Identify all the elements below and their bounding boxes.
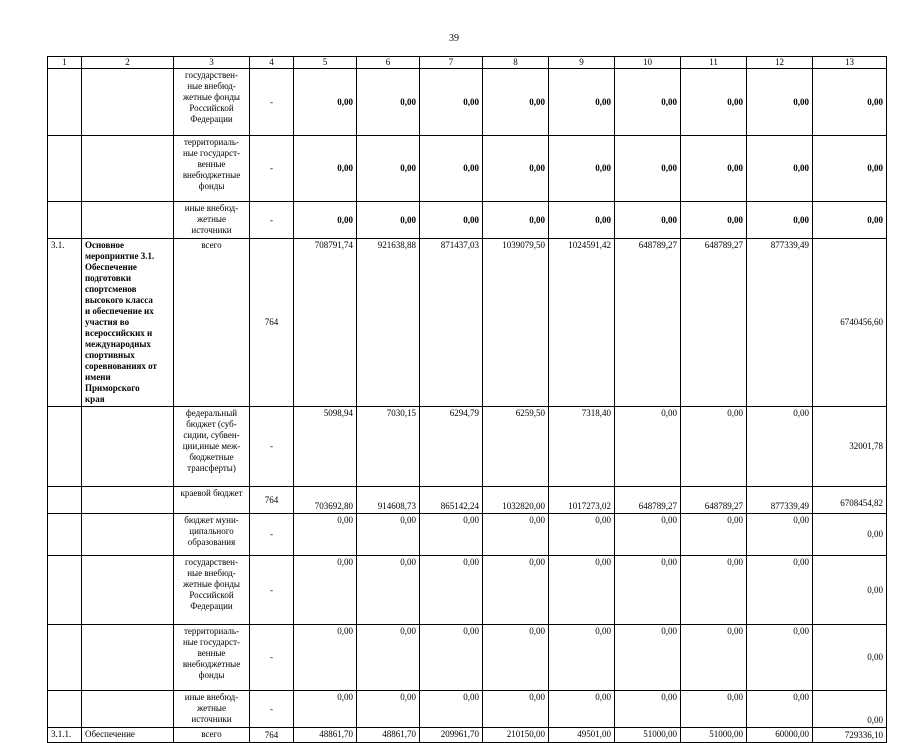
table-row — [48, 239, 887, 407]
year-value: 0,00 — [747, 202, 813, 239]
code-cell: - — [250, 556, 294, 625]
year-value: 0,00 — [681, 625, 747, 691]
year-value: 0,00 — [615, 202, 681, 239]
table-row — [48, 514, 887, 556]
year-value: 6259,50 — [483, 407, 549, 487]
year-value: 0,00 — [483, 691, 549, 728]
year-value: 1024591,42 — [549, 239, 615, 407]
table-row — [48, 69, 887, 136]
year-value: 0,00 — [294, 691, 357, 728]
year-value: 0,00 — [483, 69, 549, 136]
total-value: 0,00 — [813, 514, 887, 556]
funding-source: территориаль- ные государст- венные внебюджетные фонды — [174, 136, 250, 202]
year-value: 48861,70 — [357, 728, 420, 743]
funding-source: всего — [174, 239, 250, 407]
year-value: 648789,27 — [681, 239, 747, 407]
year-value: 0,00 — [549, 202, 615, 239]
year-value: 865142,24 — [420, 487, 483, 514]
code-cell: 764 — [250, 239, 294, 407]
row-number — [48, 202, 82, 239]
year-value: 0,00 — [357, 556, 420, 625]
code-cell: - — [250, 625, 294, 691]
row-number — [48, 556, 82, 625]
year-value: 871437,03 — [420, 239, 483, 407]
year-value: 0,00 — [615, 625, 681, 691]
year-value: 0,00 — [420, 691, 483, 728]
year-value: 0,00 — [294, 69, 357, 136]
year-value: 0,00 — [357, 136, 420, 202]
year-value: 0,00 — [615, 407, 681, 487]
year-value: 0,00 — [294, 514, 357, 556]
year-value: 0,00 — [549, 514, 615, 556]
year-value: 708791,74 — [294, 239, 357, 407]
funding-source: территориаль- ные государст- венные внебюджетные фонды — [174, 625, 250, 691]
row-number — [48, 625, 82, 691]
measure-name — [82, 625, 174, 691]
year-value: 6294,79 — [420, 407, 483, 487]
funding-source: федеральный бюджет (суб- сидии, субвен- ции,иные меж- бюджетные трансферты) — [174, 407, 250, 487]
year-value: 60000,00 — [747, 728, 813, 743]
year-value: 51000,00 — [615, 728, 681, 743]
year-value: 0,00 — [357, 514, 420, 556]
page-number: 39 — [449, 33, 459, 44]
measure-name — [82, 202, 174, 239]
year-value: 0,00 — [615, 514, 681, 556]
row-number — [48, 136, 82, 202]
year-value: 0,00 — [747, 556, 813, 625]
measure-name — [82, 556, 174, 625]
row-number — [48, 407, 82, 487]
year-value: 0,00 — [357, 202, 420, 239]
year-value: 0,00 — [747, 407, 813, 487]
year-value: 0,00 — [615, 136, 681, 202]
year-value: 0,00 — [420, 202, 483, 239]
table-row — [48, 625, 887, 691]
year-value: 0,00 — [615, 691, 681, 728]
year-value: 0,00 — [681, 514, 747, 556]
total-value: 0,00 — [813, 69, 887, 136]
code-cell: - — [250, 136, 294, 202]
year-value: 0,00 — [747, 691, 813, 728]
measure-name: Основное мероприятие 3.1. Обеспечение подготовки спортсменов высокого класса и обеспечение их участия во всероссийских и международных спортивных соревнованиях от имени Приморского края — [82, 239, 174, 407]
year-value: 0,00 — [420, 69, 483, 136]
total-value: 0,00 — [813, 625, 887, 691]
year-value: 0,00 — [549, 556, 615, 625]
column-header: 2 — [82, 57, 174, 69]
funding-source: иные внебюд- жетные источники — [174, 202, 250, 239]
year-value: 0,00 — [357, 69, 420, 136]
funding-source: всего — [174, 728, 250, 743]
measure-name — [82, 691, 174, 728]
total-value: 32001,78 — [813, 407, 887, 487]
year-value: 0,00 — [681, 202, 747, 239]
column-header: 1 — [48, 57, 82, 69]
year-value: 0,00 — [747, 625, 813, 691]
year-value: 0,00 — [747, 136, 813, 202]
year-value: 0,00 — [549, 691, 615, 728]
code-cell: - — [250, 69, 294, 136]
year-value: 0,00 — [294, 556, 357, 625]
table-row — [48, 691, 887, 728]
column-header: 10 — [615, 57, 681, 69]
year-value: 914608,73 — [357, 487, 420, 514]
row-number — [48, 514, 82, 556]
column-header: 9 — [549, 57, 615, 69]
year-value: 0,00 — [483, 514, 549, 556]
year-value: 1032820,00 — [483, 487, 549, 514]
year-value: 0,00 — [681, 691, 747, 728]
funding-source: государствен- ные внебюд- жетные фонды Российской Федерации — [174, 556, 250, 625]
total-value: 0,00 — [813, 202, 887, 239]
column-header: 11 — [681, 57, 747, 69]
year-value: 0,00 — [615, 556, 681, 625]
year-value: 7030,15 — [357, 407, 420, 487]
year-value: 0,00 — [420, 136, 483, 202]
year-value: 0,00 — [681, 556, 747, 625]
code-cell: 764 — [250, 487, 294, 514]
year-value: 0,00 — [747, 514, 813, 556]
column-header: 3 — [174, 57, 250, 69]
year-value: 921638,88 — [357, 239, 420, 407]
year-value: 209961,70 — [420, 728, 483, 743]
year-value: 0,00 — [483, 556, 549, 625]
row-number: 3.1. — [48, 239, 82, 407]
column-header: 13 — [813, 57, 887, 69]
code-cell: - — [250, 202, 294, 239]
year-value: 648789,27 — [615, 239, 681, 407]
year-value: 0,00 — [615, 69, 681, 136]
total-value: 0,00 — [813, 136, 887, 202]
year-value: 5098,94 — [294, 407, 357, 487]
funding-source: государствен- ные внебюд- жетные фонды Российской Федерации — [174, 69, 250, 136]
total-value: 0,00 — [813, 556, 887, 625]
measure-name: Обеспечение — [82, 728, 174, 743]
year-value: 0,00 — [549, 625, 615, 691]
measure-name — [82, 69, 174, 136]
measure-name — [82, 407, 174, 487]
code-cell: - — [250, 691, 294, 728]
year-value: 0,00 — [294, 202, 357, 239]
total-value: 0,00 — [813, 691, 887, 728]
year-value: 1017273,02 — [549, 487, 615, 514]
row-number — [48, 487, 82, 514]
measure-name — [82, 136, 174, 202]
year-value: 0,00 — [294, 625, 357, 691]
table-row — [48, 407, 887, 487]
year-value: 0,00 — [549, 69, 615, 136]
code-cell: - — [250, 514, 294, 556]
row-number — [48, 69, 82, 136]
total-value: 6740456,60 — [813, 239, 887, 407]
measure-name — [82, 487, 174, 514]
table-row — [48, 556, 887, 625]
year-value: 648789,27 — [681, 487, 747, 514]
year-value: 877339,49 — [747, 239, 813, 407]
table-row — [48, 728, 887, 743]
year-value: 7318,40 — [549, 407, 615, 487]
code-cell: - — [250, 407, 294, 487]
year-value: 0,00 — [357, 691, 420, 728]
measure-name — [82, 514, 174, 556]
column-header: 5 — [294, 57, 357, 69]
column-number-row — [48, 57, 887, 69]
funding-source: бюджет муни- ципального образования — [174, 514, 250, 556]
row-number: 3.1.1. — [48, 728, 82, 743]
year-value: 703692,80 — [294, 487, 357, 514]
year-value: 49501,00 — [549, 728, 615, 743]
column-header: 7 — [420, 57, 483, 69]
table-row — [48, 487, 887, 514]
year-value: 0,00 — [681, 69, 747, 136]
year-value: 877339,49 — [747, 487, 813, 514]
column-header: 6 — [357, 57, 420, 69]
funding-source: иные внебюд- жетные источники — [174, 691, 250, 728]
year-value: 0,00 — [549, 136, 615, 202]
year-value: 0,00 — [294, 136, 357, 202]
column-header: 4 — [250, 57, 294, 69]
funding-source: краевой бюджет — [174, 487, 250, 514]
year-value: 1039079,50 — [483, 239, 549, 407]
year-value: 648789,27 — [615, 487, 681, 514]
column-header: 12 — [747, 57, 813, 69]
year-value: 0,00 — [420, 556, 483, 625]
year-value: 0,00 — [681, 136, 747, 202]
year-value: 0,00 — [681, 407, 747, 487]
year-value: 210150,00 — [483, 728, 549, 743]
year-value: 48861,70 — [294, 728, 357, 743]
year-value: 0,00 — [420, 514, 483, 556]
table-row — [48, 136, 887, 202]
year-value: 0,00 — [483, 625, 549, 691]
total-value: 6708454,82 — [813, 487, 887, 514]
total-value: 729336,10 — [813, 728, 887, 743]
code-cell: 764 — [250, 728, 294, 743]
year-value: 0,00 — [357, 625, 420, 691]
row-number — [48, 691, 82, 728]
year-value: 0,00 — [747, 69, 813, 136]
year-value: 0,00 — [420, 625, 483, 691]
table-row — [48, 202, 887, 239]
year-value: 51000,00 — [681, 728, 747, 743]
year-value: 0,00 — [483, 202, 549, 239]
column-header: 8 — [483, 57, 549, 69]
year-value: 0,00 — [483, 136, 549, 202]
